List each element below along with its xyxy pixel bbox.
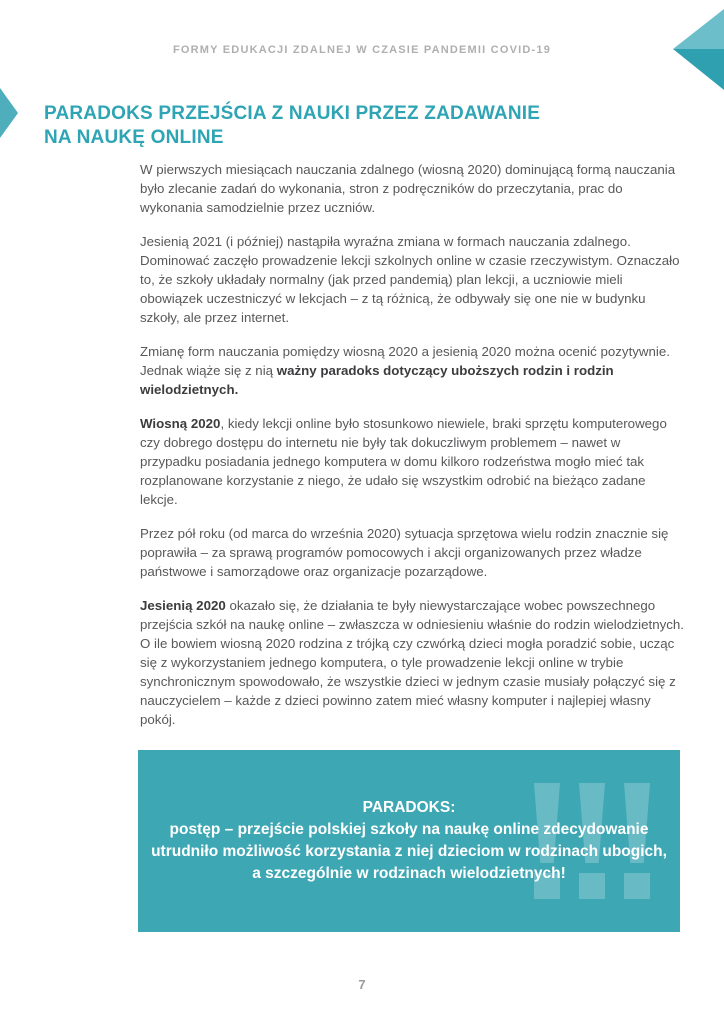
paragraph-3-bold: ważny paradoks dotyczący uboższych rodzin i rodzin wielodzietnych. [140, 363, 614, 397]
left-arrow-icon [0, 88, 18, 138]
paragraph-4-normal: , kiedy lekcji online było stosunkowo niewiele, braki sprzętu komputerowego czy dobrego dostępu do internetu nie były tak dokuczliwym problemem – nawet w przypadku posiadania jednego komputera w domu kilkoro rodzeństwa mogło mieć tak rozplanowane korzystanie z niego, że udało się wszystkim odrobić na bieżąco zadane lekcje. [140, 416, 667, 507]
page-number: 7 [358, 977, 366, 992]
section-heading [44, 102, 540, 150]
body-text-column [140, 160, 685, 744]
callout-body: postęp – przejście polskiej szkoły na naukę online zdecydowanie utrudniło możliwość korzystania z niej dzieciom w rodzinach ubogich, a szczególnie w rodzinach wielodzietnych! [151, 821, 667, 882]
paragraph-3 [140, 342, 685, 399]
right-arrow-lower-triangle [673, 49, 724, 90]
paragraph-5: Przez pół roku (od marca do września 2020) sytuacja sprzętowa wielu rodzin znacznie się poprawiła – za sprawą programów pomocowych i akcji organizowanych przez władze państwowe i samorządowe oraz organizacje pozarządowe. [140, 526, 669, 579]
paragraph-2: Jesienią 2021 (i później) nastąpiła wyraźna zmiana w formach nauczania zdalnego. Dominować zaczęło prowadzenie lekcji szkolnych online w czasie rzeczywistym. Oznaczało to, że szkoły układały normalny (jak przed pandemią) plan lekcji, a uczniowie mieli obowiązek uczestniczyć w lekcjach – z tą różnicą, że odbywały się one nie w budynku szkoły, ale przez internet. [140, 234, 680, 325]
right-arrow-upper-triangle [673, 9, 724, 49]
paragraph-3-normal: Zmianę form nauczania pomiędzy wiosną 2020 a jesienią 2020 można ocenić pozytywnie. Jednak wiąże się z nią [140, 344, 670, 378]
paragraph-6-normal: okazało się, że działania te były niewystarczające wobec powszechnego przejścia szkół na naukę online – zwłaszcza w odniesieniu właśnie do rodzin wielodzietnych. O ile bowiem wiosną 2020 rodzina z trójką czy czwórką dzieci mogła poradzić sobie, ucząc się z wykorzystaniem jednego komputera, o tyle prowadzenie lekcji online w trybie synchronicznym spowodowało, że wszystkie dzieci w jednym czasie musiały połączyć się z nauczycielem – każde z dzieci powinno zatem mieć własny komputer i najlepiej własny pokój. [140, 598, 684, 727]
section-heading-line1: PARADOKS PRZEJŚCIA Z NAUKI PRZEZ ZADAWANIE [44, 103, 541, 124]
right-arrow-icon [673, 9, 724, 90]
callout-title: PARADOKS: [362, 799, 456, 816]
callout-text [138, 797, 680, 885]
paradox-callout-box [138, 750, 680, 932]
paragraph-6-bold: Jesienią 2020 [140, 598, 226, 613]
running-header: FORMY EDUKACJI ZDALNEJ W CZASIE PANDEMII COVID-19 [172, 44, 552, 56]
paragraph-6 [140, 596, 685, 729]
paragraph-4-bold: Wiosną 2020 [140, 416, 221, 431]
paragraph-1: W pierwszych miesiącach nauczania zdalnego (wiosną 2020) dominującą formą nauczania było zlecanie zadań do wykonania, stron z podręczników do przeczytania, prac do wykonania samodzielnie przez uczniów. [140, 162, 676, 215]
section-heading-line2: NA NAUKĘ ONLINE [44, 127, 224, 148]
paragraph-4 [140, 414, 685, 509]
